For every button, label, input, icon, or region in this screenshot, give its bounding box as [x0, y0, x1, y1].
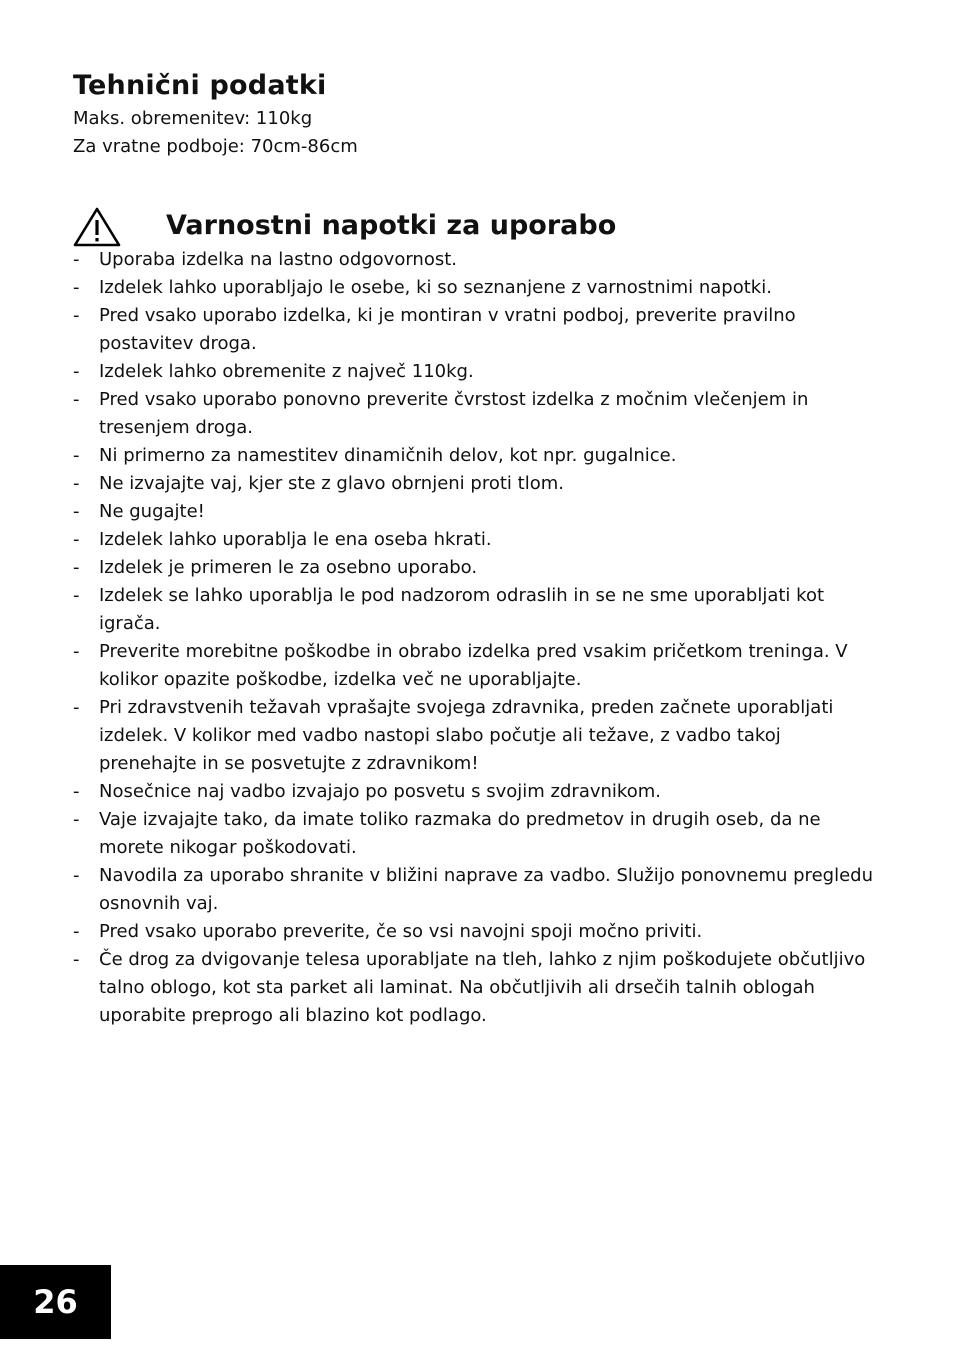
- list-item: [73, 246, 883, 274]
- technical-line-max-load: Maks. obremenitev: 110kg: [73, 108, 313, 129]
- list-item-text: Izdelek se lahko uporablja le pod nadzorom odraslih in se ne sme uporabljati kot igrača.: [99, 585, 825, 634]
- list-item: [73, 526, 883, 554]
- list-item: [73, 638, 883, 694]
- bullet-dash: -: [73, 529, 80, 550]
- list-item: [73, 358, 883, 386]
- bullet-dash: -: [73, 697, 80, 718]
- safety-list: [73, 246, 883, 1030]
- list-item-text: Izdelek lahko uporablja le ena oseba hkrati.: [99, 529, 492, 550]
- list-item-text: Nosečnice naj vadbo izvajajo po posvetu s svojim zdravnikom.: [99, 781, 661, 802]
- list-item-text: Ni primerno za namestitev dinamičnih delov, kot npr. gugalnice.: [99, 445, 677, 466]
- list-item: [73, 274, 883, 302]
- list-item-text: Preverite morebitne poškodbe in obrabo izdelka pred vsakim pričetkom treninga. V kolikor opazite poškodbe, izdelka več ne uporabljajte.: [99, 641, 848, 690]
- bullet-dash: -: [73, 641, 80, 662]
- list-item-text: Pred vsako uporabo ponovno preverite čvrstost izdelka z močnim vlečenjem in tresenjem droga.: [99, 389, 809, 438]
- list-item-text: Pred vsako uporabo preverite, če so vsi navojni spoji močno priviti.: [99, 921, 703, 942]
- list-item-text: Uporaba izdelka na lastno odgovornost.: [99, 249, 458, 270]
- technical-data-lines: [73, 105, 358, 161]
- list-item: [73, 778, 883, 806]
- list-item: [73, 442, 883, 470]
- list-item: [73, 470, 883, 498]
- list-item: [73, 554, 883, 582]
- list-item-text: Navodila za uporabo shranite v bližini naprave za vadbo. Služijo ponovnemu pregledu osnovnih vaj.: [99, 865, 873, 914]
- list-item-text: Ne izvajajte vaj, kjer ste z glavo obrnjeni proti tlom.: [99, 473, 564, 494]
- bullet-dash: -: [73, 501, 80, 522]
- list-item: [73, 862, 883, 918]
- list-item: [73, 946, 883, 1030]
- list-item-text: Vaje izvajajte tako, da imate toliko razmaka do predmetov in drugih oseb, da ne morete nikogar poškodovati.: [99, 809, 821, 858]
- bullet-dash: -: [73, 949, 80, 970]
- list-item: [73, 582, 883, 638]
- bullet-dash: -: [73, 277, 80, 298]
- bullet-dash: -: [73, 585, 80, 606]
- bullet-dash: -: [73, 445, 80, 466]
- bullet-dash: -: [73, 921, 80, 942]
- list-item: [73, 694, 883, 778]
- list-item: [73, 302, 883, 358]
- list-item-text: Izdelek lahko uporabljajo le osebe, ki so seznanjene z varnostnimi napotki.: [99, 277, 772, 298]
- bullet-dash: -: [73, 809, 80, 830]
- safety-heading: Varnostni napotki za uporabo: [166, 210, 617, 241]
- technical-line-door-frame: Za vratne podboje: 70cm-86cm: [73, 136, 358, 157]
- bullet-dash: -: [73, 389, 80, 410]
- bullet-dash: -: [73, 473, 80, 494]
- list-item: [73, 498, 883, 526]
- page-number: 26: [0, 1265, 111, 1339]
- list-item: [73, 386, 883, 442]
- list-item-text: Pred vsako uporabo izdelka, ki je montiran v vratni podboj, preverite pravilno postavitev droga.: [99, 305, 796, 354]
- bullet-dash: -: [73, 249, 80, 270]
- list-item: [73, 806, 883, 862]
- bullet-dash: -: [73, 557, 80, 578]
- list-item-text: Izdelek lahko obremenite z največ 110kg.: [99, 361, 474, 382]
- list-item: [73, 918, 883, 946]
- technical-data-heading: Tehnični podatki: [73, 70, 327, 101]
- list-item-text: Pri zdravstvenih težavah vprašajte svojega zdravnika, preden začnete uporabljati izdelek. V kolikor med vadbo nastopi slabo počutje ali težave, z vadbo takoj prenehajte in se posvetujte z zdravnikom!: [99, 697, 834, 774]
- bullet-dash: -: [73, 305, 80, 326]
- bullet-dash: -: [73, 865, 80, 886]
- list-item-text: Ne gugajte!: [99, 501, 205, 522]
- warning-triangle-icon: [73, 207, 121, 247]
- bullet-dash: -: [73, 781, 80, 802]
- list-item-text: Izdelek je primeren le za osebno uporabo.: [99, 557, 478, 578]
- bullet-dash: -: [73, 361, 80, 382]
- list-item-text: Če drog za dvigovanje telesa uporabljate na tleh, lahko z njim poškodujete občutljivo talno oblogo, kot sta parket ali laminat. Na občutljivih ali drsečih talnih oblogah uporabite preprogo ali blazino kot podlago.: [99, 949, 866, 1026]
